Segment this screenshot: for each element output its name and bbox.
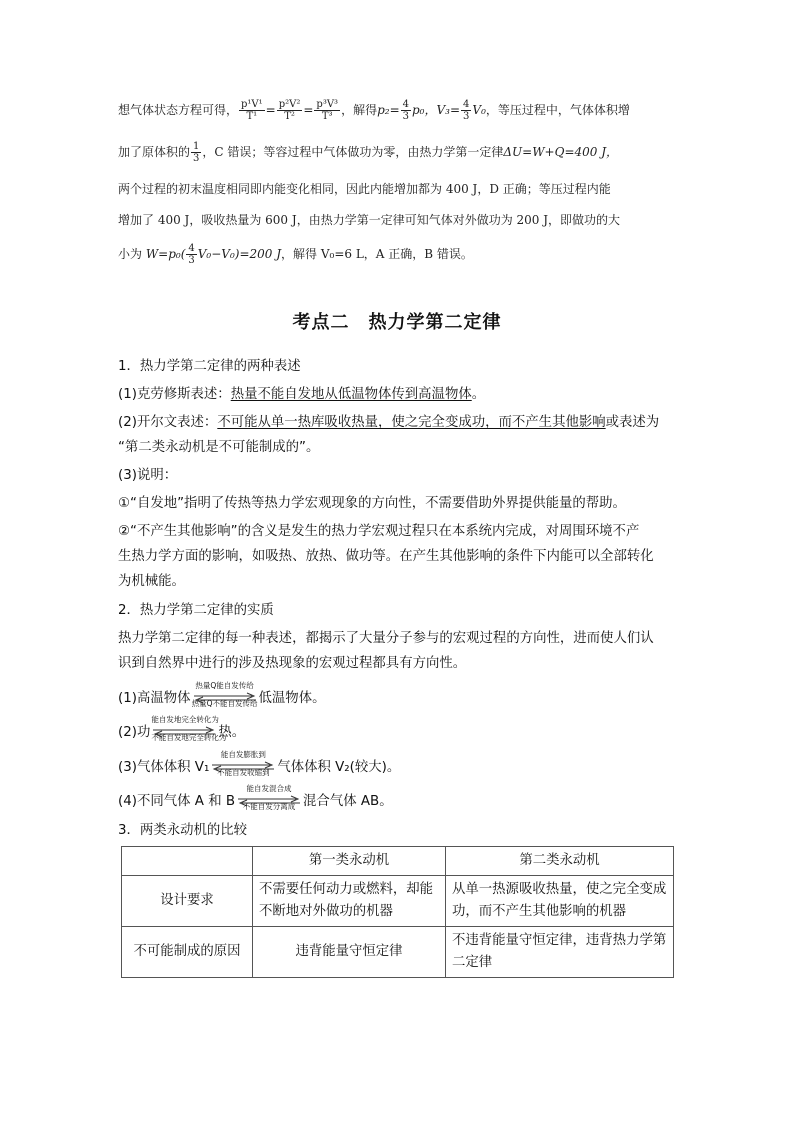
item-suffix: 热。 bbox=[218, 725, 246, 740]
fraction-denominator: 3 bbox=[463, 111, 470, 122]
table-header-cell: 第一类永动机 bbox=[253, 847, 446, 876]
formula: W=p₀( bbox=[145, 247, 186, 261]
table-row-label: 设计要求 bbox=[122, 876, 253, 927]
fraction bbox=[191, 141, 201, 164]
formula: ΔU=W+Q=400 J， bbox=[503, 145, 619, 159]
label: (2)开尔文表述： bbox=[118, 415, 218, 430]
heading-3: 3．两类永动机的比较 bbox=[118, 823, 248, 838]
equals-sign: = bbox=[265, 103, 276, 117]
solution-line-4: 增加了 400 J，吸收热量为 600 J，由热力学第一定律可知气体对外做功为 200 J，即做功的大 bbox=[118, 213, 621, 227]
fraction-numerator: p³V³ bbox=[316, 99, 339, 110]
fraction-numerator: 4 bbox=[188, 243, 195, 254]
double-arrow-icon bbox=[151, 715, 227, 742]
table-header-row bbox=[122, 847, 674, 876]
heading-1: 1．热力学第二定律的两种表述 bbox=[118, 359, 301, 374]
underlined-text: 热量不能自发地从低温物体传到高温物体 bbox=[230, 387, 472, 402]
item-prefix: (2)功 bbox=[118, 725, 151, 740]
fraction bbox=[401, 99, 411, 122]
table-row-label: 不可能制成的原因 bbox=[122, 927, 253, 978]
fraction-denominator: T¹ bbox=[246, 111, 258, 122]
item-suffix: 混合气体 AB。 bbox=[303, 794, 393, 809]
fraction-numerator: 4 bbox=[402, 99, 409, 110]
table-row bbox=[122, 876, 674, 927]
fraction-numerator: p²V² bbox=[278, 99, 301, 110]
arrow-label-bottom: 不能自发地完全转化为 bbox=[151, 733, 227, 742]
label: (1)克劳修斯表述： bbox=[118, 387, 231, 402]
direction-item-3 bbox=[118, 750, 678, 779]
double-arrow-icon bbox=[236, 784, 302, 811]
solution-text: ，解得 V₀=6 L，A 正确，B 错误。 bbox=[281, 247, 473, 261]
note-label: (3)说明： bbox=[118, 468, 178, 483]
fraction-denominator: 3 bbox=[193, 153, 200, 164]
solution-text: 想气体状态方程可得， bbox=[118, 103, 239, 117]
fraction bbox=[186, 243, 196, 266]
item-suffix: 低温物体。 bbox=[258, 691, 326, 706]
equals-sign: = bbox=[303, 103, 314, 117]
arrow-label-top: 热量Q能自发传给 bbox=[195, 681, 254, 690]
table-cell: 不需要任何动力或燃料，却能不断地对外做功的机器 bbox=[253, 876, 446, 927]
note-2-line-1: ②“不产生其他影响”的含义是发生的热力学宏观过程只在本系统内完成，对周围环境不产 bbox=[118, 524, 640, 539]
fraction-denominator: 3 bbox=[188, 255, 195, 266]
essence-line-1: 热力学第二定律的每一种表述，都揭示了大量分子参与的宏观过程的方向性，进而使人们认 bbox=[118, 631, 654, 646]
fraction bbox=[239, 99, 265, 122]
solution-text: ，C 错误；等容过程中气体做功为零，由热力学第一定律 bbox=[202, 145, 504, 159]
solution-line-1 bbox=[118, 96, 674, 124]
formula: V₀−V₀)=200 J bbox=[197, 247, 282, 261]
fraction-denominator: T² bbox=[284, 111, 295, 122]
item-prefix: (4)不同气体 A 和 B bbox=[118, 794, 236, 809]
section-title: 考点二 热力学第二定律 bbox=[292, 312, 502, 333]
solution-text: 加了原体积的 bbox=[118, 145, 191, 159]
heading-2: 2．热力学第二定律的实质 bbox=[118, 603, 274, 618]
double-arrow-icon bbox=[191, 681, 258, 708]
direction-item-4 bbox=[118, 784, 678, 813]
note-2-line-3: 为机械能。 bbox=[118, 574, 185, 589]
solution-text: 小为 bbox=[118, 247, 146, 261]
clausius-statement bbox=[118, 384, 678, 406]
arrow-label-bottom: 不能自发分离成 bbox=[242, 802, 296, 811]
solution-line-2 bbox=[118, 138, 674, 166]
item-prefix: (3)气体体积 V₁ bbox=[118, 760, 210, 775]
arrow-label-bottom: 不能自发收缩到 bbox=[217, 768, 270, 777]
kelvin-statement bbox=[118, 412, 678, 434]
table-cell: 违背能量守恒定律 bbox=[253, 927, 446, 978]
fraction-numerator: 1 bbox=[193, 141, 200, 152]
perpetual-motion-comparison-table bbox=[121, 846, 674, 978]
solution-line-3: 两个过程的初末温度相同即内能变化相同，因此内能增加都为 400 J，D 正确；等压过程内能 bbox=[118, 182, 611, 196]
table-row bbox=[122, 927, 674, 978]
punctuation: 。 bbox=[471, 387, 486, 402]
table-cell: 从单一热源吸收热量，使之完全变成功，而不产生其他影响的机器 bbox=[446, 876, 674, 927]
direction-item-1 bbox=[118, 681, 678, 710]
direction-item-2 bbox=[118, 715, 678, 744]
table-header-cell: 第二类永动机 bbox=[446, 847, 674, 876]
fraction-denominator: T³ bbox=[321, 111, 333, 122]
fraction bbox=[461, 99, 471, 122]
fraction bbox=[314, 99, 340, 122]
arrow-label-top: 能自发膨胀到 bbox=[220, 750, 266, 759]
formula: p₂= bbox=[377, 103, 400, 117]
double-arrow-icon bbox=[210, 750, 276, 777]
formula: V₀ bbox=[472, 103, 486, 117]
kelvin-statement-line-2: “第二类永动机是不可能制成的”。 bbox=[118, 440, 320, 455]
fraction-numerator: 4 bbox=[463, 99, 470, 110]
table-cell: 不违背能量守恒定律，违背热力学第二定律 bbox=[446, 927, 674, 978]
solution-text: ，解得 bbox=[341, 103, 378, 117]
underlined-text: 不可能从单一热库吸收热量，使之完全变成功，而不产生其他影响 bbox=[217, 415, 606, 430]
solution-text: ，等压过程中，气体体积增 bbox=[485, 103, 630, 117]
fraction-denominator: 3 bbox=[402, 111, 409, 122]
note-1: ①“自发地”指明了传热等热力学宏观现象的方向性，不需要借助外界提供能量的帮助。 bbox=[118, 496, 626, 511]
item-prefix: (1)高温物体 bbox=[118, 691, 191, 706]
item-suffix: 气体体积 V₂(较大)。 bbox=[277, 760, 401, 775]
fraction-numerator: p¹V¹ bbox=[241, 99, 263, 110]
arrow-label-top: 能自发地完全转化为 bbox=[151, 715, 219, 724]
text: 或表述为 bbox=[605, 415, 660, 430]
note-2-line-2: 生热力学方面的影响，如吸热、放热、做功等。在产生其他影响的条件下内能可以全部转化 bbox=[118, 549, 654, 564]
fraction bbox=[277, 99, 303, 122]
arrow-label-bottom: 热量Q不能自发传给 bbox=[191, 699, 258, 708]
formula: p₀，V₃= bbox=[412, 103, 461, 117]
table-header-empty bbox=[122, 847, 253, 876]
arrow-label-top: 能自发混合成 bbox=[246, 784, 292, 793]
solution-line-5 bbox=[118, 240, 674, 268]
essence-line-2: 识到自然界中进行的涉及热现象的宏观过程都具有方向性。 bbox=[118, 656, 467, 671]
